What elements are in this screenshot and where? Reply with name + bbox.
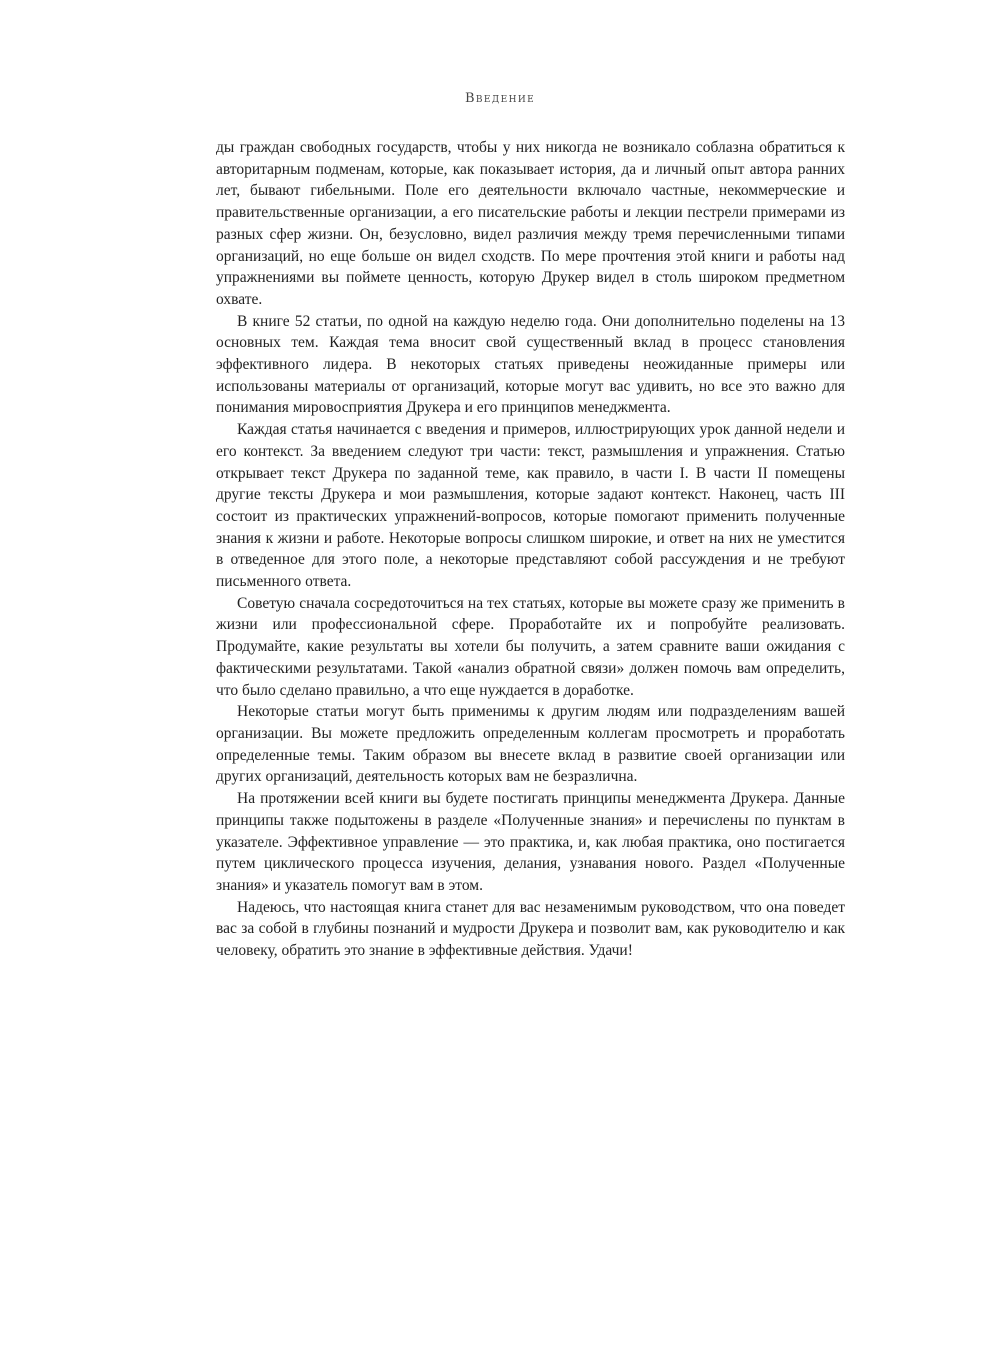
paragraph: Некоторые статьи могут быть применимы к другим людям или подразделениям вашей организации. Вы можете предложить определенным коллегам просмотреть и проработать определенные темы. Таким образом вы внесете вклад в развитие своей организации или других организаций, деятельность которых вам не безразлична. (216, 703, 845, 786)
paragraph: Советую сначала сосредоточиться на тех статьях, которые вы можете сразу же применить в жизни или профессиональной сфере. Проработайте их и попробуйте реализовать. Продумайте, какие результаты вы хотели бы получить, а затем сравните ваши ожидания с фактическими результатами. Такой «анализ обратной связи» должен помочь вам определить, что было сделано правильно, а что еще нуждается в доработке. (216, 594, 845, 699)
running-head: Введение (464, 91, 536, 106)
paragraph: Каждая статья начинается с введения и примеров, иллюстрирующих урок данной недели и его контекст. За введением следуют три части: текст, размышления и упражнения. Статью открывает текст Друкера по заданной теме, как правило, в части I. В части II помещены другие тексты Друкера и мои размышления, которые задают контекст. Наконец, часть III состоит из практических упражнений-вопросов, которые помогают применить полученные знания к жизни и работе. Некоторые вопросы слишком широкие, и ответ на них не уместится в отведенное для этого поле, а некоторые представляют собой рассуждения и не требуют письменного ответа. (216, 421, 845, 591)
paragraph: В книге 52 статьи, по одной на каждую неделю года. Они дополнительно поделены на 13 основных тем. Каждая тема вносит свой существенный вклад в процесс становления эффективного лидера. В некоторых статьях приведены неожиданные примеры или использованы материалы от организаций, которые могут вас удивить, но все это важно для понимания мировосприятия Друкера и его принципов менеджмента. (216, 312, 845, 417)
paragraph: На протяжении всей книги вы будете постигать принципы менеджмента Друкера. Данные принципы также подытожены в разделе «Полученные знания» и перечислены по пунктам в указателе. Эффективное управление — это практика, и, как любая практика, оно постигается путем циклического процесса изучения, делания, узнавания нового. Раздел «Полученные знания» и указатель помогут вам в этом. (216, 790, 845, 894)
paragraph-continuation: ды граждан свободных государств, чтобы у них никогда не возникало соблазна обратиться к авторитарным подменам, которые, как показывает история, да и личный опыт автора ранних лет, бывают гибельными. Поле его деятельности включало частные, некоммерческие и правительственные организации, а его писательские работы и лекции пестрели примерами из разных сфер жизни. Он, безусловно, видел различия между тремя перечисленными типами организаций, но еще больше он видел сходств. По мере прочтения этой книги и работы над упражнениями вы поймете ценность, которую Друкер видел в столь широком предметном охвате. (216, 139, 845, 308)
body-text (216, 137, 845, 962)
paragraph: Надеюсь, что настоящая книга станет для вас незаменимым руководством, что она поведет вас за собой в глубины познаний и мудрости Друкера и позволит вам, как руководителю и как человеку, обратить это знание в эффективные действия. Удачи! (216, 898, 845, 960)
